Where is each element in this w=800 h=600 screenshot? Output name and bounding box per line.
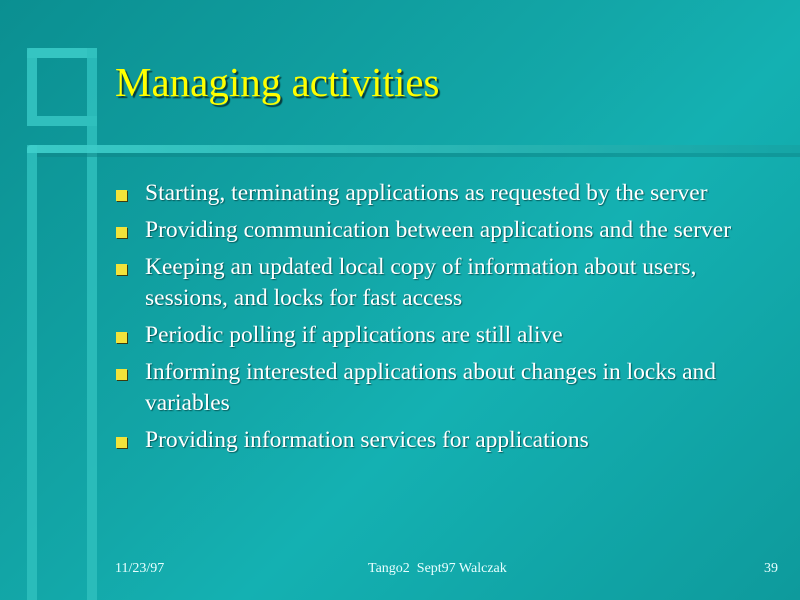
bullet-item bbox=[112, 252, 782, 314]
bullet-text: Providing information services for applications bbox=[145, 427, 589, 453]
bullet-list bbox=[112, 178, 782, 462]
decorative-bar-shadow bbox=[37, 153, 800, 157]
bullet-item bbox=[112, 178, 782, 209]
square-bullet-icon bbox=[116, 369, 127, 380]
bullet-text: Providing communication between applications and the server bbox=[145, 217, 732, 243]
decorative-vertical-bar bbox=[87, 48, 97, 600]
bullet-item bbox=[112, 425, 782, 456]
bullet-item bbox=[112, 357, 782, 419]
decorative-left-bar bbox=[27, 145, 37, 600]
bullet-item bbox=[112, 320, 782, 351]
square-bullet-icon bbox=[116, 227, 127, 238]
slide-title: Managing activities bbox=[115, 59, 440, 105]
square-bullet-icon bbox=[116, 437, 127, 448]
bullet-text: Informing interested applications about changes in locks and variables bbox=[145, 359, 717, 416]
bullet-text: Keeping an updated local copy of information about users, sessions, and locks for fast access bbox=[145, 254, 697, 311]
bullet-text: Starting, terminating applications as requested by the server bbox=[145, 180, 708, 206]
bullet-item bbox=[112, 215, 782, 246]
decorative-horizontal-bar bbox=[27, 145, 800, 153]
footer-author: Tango2 Sept97 Walczak bbox=[368, 561, 507, 576]
square-bullet-icon bbox=[116, 264, 127, 275]
square-bullet-icon bbox=[116, 332, 127, 343]
bullet-text: Periodic polling if applications are still alive bbox=[145, 322, 563, 348]
square-bullet-icon bbox=[116, 190, 127, 201]
page-number: 39 bbox=[764, 561, 778, 576]
footer-date: 11/23/97 bbox=[115, 561, 165, 576]
